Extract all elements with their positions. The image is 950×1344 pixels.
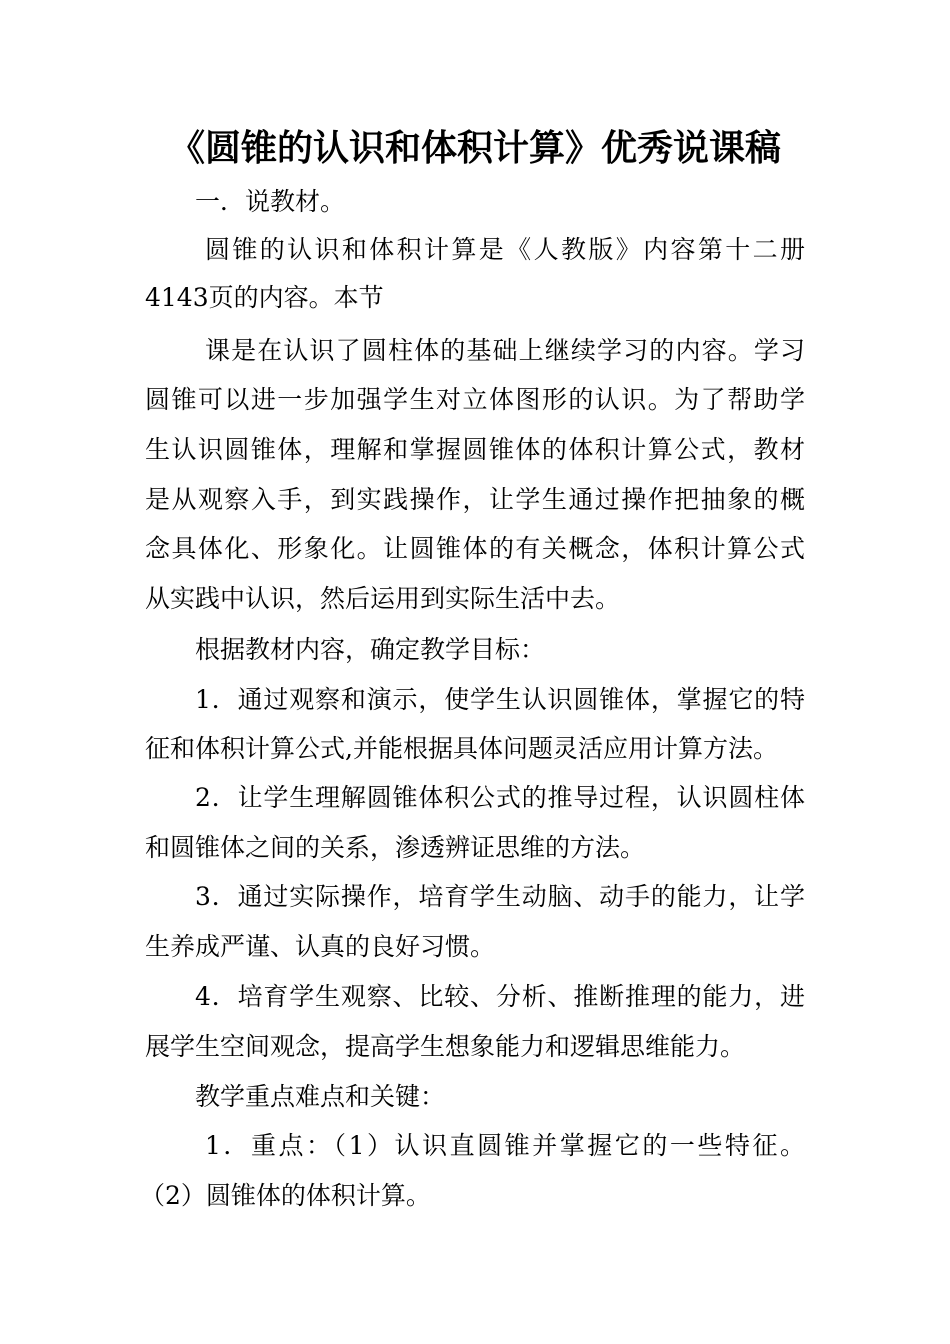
key-points-heading: 教学重点难点和关键： <box>195 1082 446 1111</box>
list-item: 4．培育学生观察、比较、分析、推断推理的能力，进 <box>195 982 805 1011</box>
paragraph-line: 课是在认识了圆柱体的基础上继续学习的内容。学习 <box>205 336 805 365</box>
list-item: 和圆锥体之间的关系，渗透辨证思维的方法。 <box>145 833 646 862</box>
list-item: 3．通过实际操作，培育学生动脑、动手的能力，让学 <box>195 882 805 911</box>
paragraph-line: 圆锥可以进一步加强学生对立体图形的认识。为了帮助学 <box>145 385 805 414</box>
list-item: （2）圆锥体的体积计算。 <box>140 1181 431 1210</box>
list-item: 1．通过观察和演示，使学生认识圆锥体，掌握它的特 <box>195 685 805 714</box>
paragraph-line: 念具体化、形象化。让圆锥体的有关概念，体积计算公式 <box>145 534 805 563</box>
list-item: 生养成严谨、认真的良好习惯。 <box>145 932 496 961</box>
list-item: 1．重点：（1）认识直圆锥并掌握它的一些特征。 <box>205 1131 805 1160</box>
paragraph-line: 生认识圆锥体，理解和掌握圆锥体的体积计算公式，教材 <box>145 435 805 464</box>
document-title: 《圆锥的认识和体积计算》优秀说课稿 <box>168 128 781 169</box>
list-item: 展学生空间观念，提高学生想象能力和逻辑思维能力。 <box>145 1032 746 1061</box>
paragraph-line: 是从观察入手，到实践操作，让学生通过操作把抽象的概 <box>145 485 805 514</box>
list-item: 2．让学生理解圆锥体积公式的推导过程，认识圆柱体 <box>195 783 805 812</box>
goals-heading: 根据教材内容，确定教学目标： <box>195 635 546 664</box>
list-item: 征和体积计算公式,并能根据具体问题灵活应用计算方法。 <box>145 734 778 763</box>
paragraph-line: 从实践中认识，然后运用到实际生活中去。 <box>145 584 621 613</box>
paragraph-line: 4143页的内容。本节 <box>145 283 384 312</box>
paragraph-line: 圆锥的认识和体积计算是《人教版》内容第十二册 <box>205 235 805 264</box>
section-heading: 一．说教材。 <box>195 187 346 216</box>
